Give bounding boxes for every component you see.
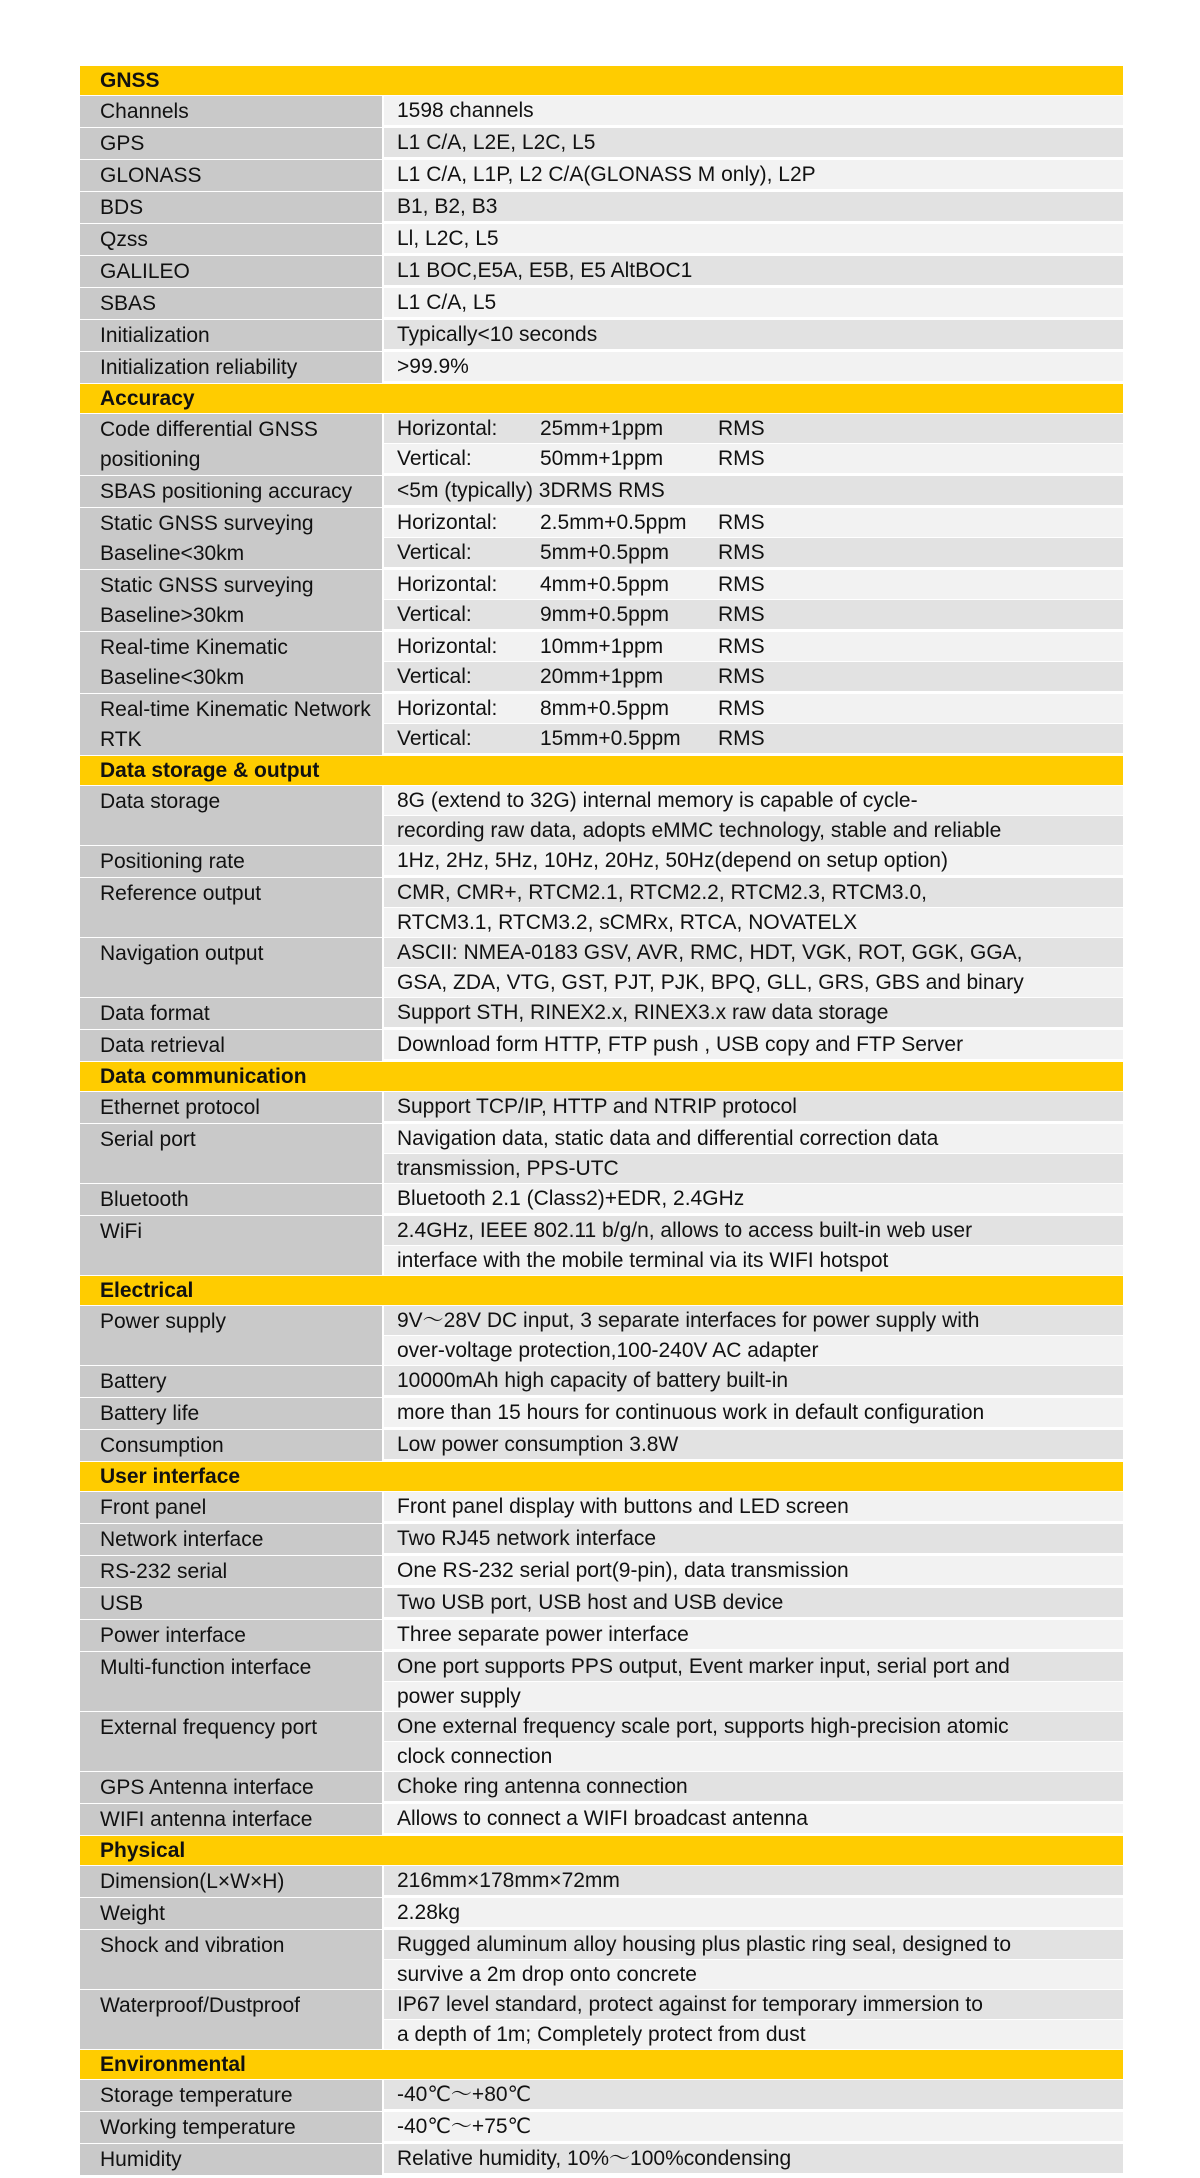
spec-value [384, 2144, 1123, 2175]
spec-row [80, 96, 1123, 127]
spec-label: Power supply [80, 1306, 382, 1365]
spec-value-line: Rugged aluminum alloy housing plus plastic ring seal, designed to [384, 1930, 1123, 1959]
section-header-data-communication: Data communication [80, 1062, 1123, 1091]
spec-row [80, 128, 1123, 159]
spec-row [80, 1804, 1123, 1835]
spec-value-part: RMS [718, 541, 765, 564]
spec-row [80, 694, 1123, 755]
spec-row [80, 192, 1123, 223]
spec-row [80, 1652, 1123, 1711]
spec-value [384, 1712, 1123, 1771]
spec-value-line: Relative humidity, 10%～100%condensing [384, 2144, 1123, 2173]
spec-label: GPS [80, 128, 382, 159]
spec-value [384, 1556, 1123, 1587]
spec-value-line: One port supports PPS output, Event marker input, serial port and [384, 1652, 1123, 1681]
spec-label: Reference output [80, 878, 382, 937]
spec-label: Static GNSS surveying Baseline<30km [80, 508, 382, 569]
spec-value-part: 5mm+0.5ppm [540, 541, 669, 564]
spec-value [384, 1866, 1123, 1897]
spec-row [80, 1216, 1123, 1275]
spec-value [384, 2112, 1123, 2143]
spec-value-line: Three separate power interface [384, 1620, 1123, 1649]
spec-value [384, 288, 1123, 319]
spec-value-line: over-voltage protection,100-240V AC adapter [384, 1336, 1123, 1365]
spec-label: Data format [80, 998, 382, 1029]
spec-row [80, 1398, 1123, 1429]
spec-row [80, 1990, 1123, 2049]
spec-label: Ethernet protocol [80, 1092, 382, 1123]
spec-value-line: recording raw data, adopts eMMC technology, stable and reliable [384, 816, 1123, 845]
spec-value-line: 1Hz, 2Hz, 5Hz, 10Hz, 20Hz, 50Hz(depend on setup option) [384, 846, 1123, 875]
spec-value-part: 10mm+1ppm [540, 635, 664, 658]
spec-value-line: Choke ring antenna connection [384, 1772, 1123, 1801]
spec-value-part: 9mm+0.5ppm [540, 603, 669, 626]
spec-value [384, 1216, 1123, 1275]
spec-row [80, 160, 1123, 191]
spec-label: Dimension(L×W×H) [80, 1866, 382, 1897]
spec-row [80, 2080, 1123, 2111]
spec-row [80, 846, 1123, 877]
spec-value [384, 1990, 1123, 2049]
spec-row [80, 288, 1123, 319]
spec-label: Data storage [80, 786, 382, 845]
spec-label: BDS [80, 192, 382, 223]
spec-label: Bluetooth [80, 1184, 382, 1215]
spec-row [80, 938, 1123, 997]
spec-value-line [384, 508, 1123, 537]
spec-row [80, 508, 1123, 569]
spec-value [384, 160, 1123, 191]
spec-value-line: 1598 channels [384, 96, 1123, 125]
spec-value-line: B1, B2, B3 [384, 192, 1123, 221]
spec-row [80, 414, 1123, 475]
spec-value-line: 2.4GHz, IEEE 802.11 b/g/n, allows to access built-in web user [384, 1216, 1123, 1245]
spec-value-part: 15mm+0.5ppm [540, 727, 681, 750]
spec-value-part: 25mm+1ppm [540, 417, 664, 440]
spec-row [80, 786, 1123, 845]
spec-value [384, 694, 1123, 755]
spec-value [384, 938, 1123, 997]
spec-row [80, 1092, 1123, 1123]
spec-value-line: One RS-232 serial port(9-pin), data transmission [384, 1556, 1123, 1585]
spec-value-part: RMS [718, 447, 765, 470]
spec-label: Battery life [80, 1398, 382, 1429]
spec-row [80, 352, 1123, 383]
spec-label: RS-232 serial [80, 1556, 382, 1587]
spec-value [384, 1804, 1123, 1835]
spec-value-line: L1 C/A, L1P, L2 C/A(GLONASS M only), L2P [384, 160, 1123, 189]
section-header-user-interface: User interface [80, 1462, 1123, 1491]
spec-value-line: IP67 level standard, protect against for temporary immersion to [384, 1990, 1123, 2019]
section-header-data-storage-output: Data storage & output [80, 756, 1123, 785]
spec-value-part: RMS [718, 665, 765, 688]
spec-row [80, 1866, 1123, 1897]
section-header-environmental: Environmental [80, 2050, 1123, 2079]
spec-value-part: 4mm+0.5ppm [540, 573, 669, 596]
spec-value [384, 1524, 1123, 1555]
spec-value-line [384, 570, 1123, 599]
spec-value-line: more than 15 hours for continuous work in default configuration [384, 1398, 1123, 1427]
spec-label: Code differential GNSS positioning [80, 414, 382, 475]
spec-label: GPS Antenna interface [80, 1772, 382, 1803]
spec-label: Real-time Kinematic Baseline<30km [80, 632, 382, 693]
spec-row [80, 224, 1123, 255]
spec-value-part: 8mm+0.5ppm [540, 697, 669, 720]
spec-label: Channels [80, 96, 382, 127]
spec-label: Qzss [80, 224, 382, 255]
spec-value-part: Horizontal: [397, 573, 498, 596]
spec-row [80, 998, 1123, 1029]
spec-value [384, 786, 1123, 845]
section-header-accuracy: Accuracy [80, 384, 1123, 413]
spec-value-line: ASCII: NMEA-0183 GSV, AVR, RMC, HDT, VGK, ROT, GGK, GGA, [384, 938, 1123, 967]
spec-value [384, 878, 1123, 937]
spec-label: Static GNSS surveying Baseline>30km [80, 570, 382, 631]
spec-label: Serial port [80, 1124, 382, 1183]
spec-value-part: Vertical: [397, 541, 472, 564]
spec-label: Real-time Kinematic Network RTK [80, 694, 382, 755]
spec-label: GLONASS [80, 160, 382, 191]
spec-label: Waterproof/Dustproof [80, 1990, 382, 2049]
spec-value-line [384, 444, 1123, 473]
spec-row [80, 2144, 1123, 2175]
spec-value-line: Support TCP/IP, HTTP and NTRIP protocol [384, 1092, 1123, 1121]
spec-label: SBAS [80, 288, 382, 319]
spec-label: Data retrieval [80, 1030, 382, 1061]
spec-row [80, 1124, 1123, 1183]
spec-row [80, 1930, 1123, 1989]
spec-value-line: L1 C/A, L5 [384, 288, 1123, 317]
spec-row [80, 878, 1123, 937]
spec-value-line: Low power consumption 3.8W [384, 1430, 1123, 1459]
spec-value [384, 846, 1123, 877]
spec-value-part: RMS [718, 697, 765, 720]
spec-label: Multi-function interface [80, 1652, 382, 1711]
spec-value [384, 2080, 1123, 2111]
spec-label: Humidity [80, 2144, 382, 2175]
spec-value [384, 570, 1123, 631]
spec-value-line: clock connection [384, 1742, 1123, 1771]
spec-value [384, 128, 1123, 159]
spec-label: Shock and vibration [80, 1930, 382, 1989]
spec-row [80, 1898, 1123, 1929]
spec-value-line: L1 C/A, L2E, L2C, L5 [384, 128, 1123, 157]
spec-value-line: L1 BOC,E5A, E5B, E5 AltBOC1 [384, 256, 1123, 285]
spec-value [384, 1430, 1123, 1461]
spec-value-part: 50mm+1ppm [540, 447, 664, 470]
spec-value-line [384, 632, 1123, 661]
spec-row [80, 1030, 1123, 1061]
spec-value [384, 224, 1123, 255]
spec-value-part: Horizontal: [397, 417, 498, 440]
spec-value-part: Horizontal: [397, 635, 498, 658]
spec-row [80, 1366, 1123, 1397]
section-header-physical: Physical [80, 1836, 1123, 1865]
spec-label: Initialization [80, 320, 382, 351]
spec-row [80, 1772, 1123, 1803]
spec-label: Power interface [80, 1620, 382, 1651]
spec-value [384, 632, 1123, 693]
spec-value [384, 1652, 1123, 1711]
spec-value-line: 8G (extend to 32G) internal memory is capable of cycle- [384, 786, 1123, 815]
spec-row [80, 1556, 1123, 1587]
section-header-gnss: GNSS [80, 66, 1123, 95]
spec-value-line: 216mm×178mm×72mm [384, 1866, 1123, 1895]
spec-label: External frequency port [80, 1712, 382, 1771]
spec-value [384, 1092, 1123, 1123]
spec-value [384, 1124, 1123, 1183]
spec-value-line: 9V～28V DC input, 3 separate interfaces for power supply with [384, 1306, 1123, 1335]
spec-value-part: Horizontal: [397, 511, 498, 534]
spec-value-line: Download form HTTP, FTP push , USB copy and FTP Server [384, 1030, 1123, 1059]
spec-value [384, 414, 1123, 475]
spec-row [80, 632, 1123, 693]
spec-value-line: survive a 2m drop onto concrete [384, 1960, 1123, 1989]
spec-value-line: RTCM3.1, RTCM3.2, sCMRx, RTCA, NOVATELX [384, 908, 1123, 937]
spec-value-line: a depth of 1m; Completely protect from dust [384, 2020, 1123, 2049]
spec-value [384, 1898, 1123, 1929]
spec-value-line: <5m (typically) 3DRMS RMS [384, 476, 1123, 505]
spec-value [384, 320, 1123, 351]
spec-row [80, 320, 1123, 351]
spec-value-part: 2.5mm+0.5ppm [540, 511, 687, 534]
spec-value [384, 1620, 1123, 1651]
spec-value-line: >99.9% [384, 352, 1123, 381]
spec-label: Positioning rate [80, 846, 382, 877]
spec-value [384, 1772, 1123, 1803]
spec-value-line: Typically<10 seconds [384, 320, 1123, 349]
spec-label: Front panel [80, 1492, 382, 1523]
spec-value-part: Vertical: [397, 447, 472, 470]
spec-label: Navigation output [80, 938, 382, 997]
spec-label: Network interface [80, 1524, 382, 1555]
spec-value-part: Vertical: [397, 665, 472, 688]
spec-row [80, 1588, 1123, 1619]
spec-row [80, 256, 1123, 287]
spec-value-part: RMS [718, 635, 765, 658]
spec-value-line: Navigation data, static data and differential correction data [384, 1124, 1123, 1153]
spec-value [384, 1588, 1123, 1619]
spec-row [80, 1306, 1123, 1365]
spec-value-part: RMS [718, 511, 765, 534]
spec-value-part: Vertical: [397, 603, 472, 626]
spec-value-line: -40℃～+80℃ [384, 2080, 1123, 2109]
spec-row [80, 1430, 1123, 1461]
spec-row [80, 1524, 1123, 1555]
spec-value [384, 96, 1123, 127]
spec-value [384, 1366, 1123, 1397]
spec-value-part: Vertical: [397, 727, 472, 750]
spec-value-line: Support STH, RINEX2.x, RINEX3.x raw data storage [384, 998, 1123, 1027]
section-header-electrical: Electrical [80, 1276, 1123, 1305]
spec-value-part: RMS [718, 727, 765, 750]
spec-label: Battery [80, 1366, 382, 1397]
spec-value-line: CMR, CMR+, RTCM2.1, RTCM2.2, RTCM2.3, RTCM3.0, [384, 878, 1123, 907]
spec-value [384, 256, 1123, 287]
spec-label: Initialization reliability [80, 352, 382, 383]
spec-value-part: RMS [718, 603, 765, 626]
spec-value-line [384, 600, 1123, 629]
spec-value [384, 192, 1123, 223]
spec-value-line: 10000mAh high capacity of battery built-in [384, 1366, 1123, 1395]
spec-value-line: Two RJ45 network interface [384, 1524, 1123, 1553]
spec-value-line: Allows to connect a WIFI broadcast antenna [384, 1804, 1123, 1833]
spec-label: GALILEO [80, 256, 382, 287]
spec-label: SBAS positioning accuracy [80, 476, 382, 507]
spec-value [384, 1492, 1123, 1523]
spec-row [80, 570, 1123, 631]
spec-row [80, 1492, 1123, 1523]
spec-row [80, 476, 1123, 507]
spec-value-part: RMS [718, 573, 765, 596]
spec-table [80, 66, 1123, 2176]
spec-value [384, 508, 1123, 569]
spec-row [80, 1620, 1123, 1651]
spec-value-line: power supply [384, 1682, 1123, 1711]
spec-value-line [384, 538, 1123, 567]
spec-label: USB [80, 1588, 382, 1619]
spec-label: WIFI antenna interface [80, 1804, 382, 1835]
spec-value-line [384, 662, 1123, 691]
spec-value-line: Bluetooth 2.1 (Class2)+EDR, 2.4GHz [384, 1184, 1123, 1213]
spec-value-line [384, 694, 1123, 723]
spec-row [80, 2112, 1123, 2143]
spec-row [80, 1184, 1123, 1215]
spec-value [384, 1030, 1123, 1061]
spec-label: Consumption [80, 1430, 382, 1461]
spec-label: Working temperature [80, 2112, 382, 2143]
spec-value-line: Two USB port, USB host and USB device [384, 1588, 1123, 1617]
spec-value-line [384, 724, 1123, 753]
spec-value-line: 2.28kg [384, 1898, 1123, 1927]
spec-label: Storage temperature [80, 2080, 382, 2111]
spec-value [384, 1398, 1123, 1429]
spec-value-line: transmission, PPS-UTC [384, 1154, 1123, 1183]
spec-label: Weight [80, 1898, 382, 1929]
spec-value [384, 1184, 1123, 1215]
spec-value-line: Front panel display with buttons and LED screen [384, 1492, 1123, 1521]
spec-value-line: GSA, ZDA, VTG, GST, PJT, PJK, BPQ, GLL, GRS, GBS and binary [384, 968, 1123, 997]
spec-value [384, 352, 1123, 383]
spec-value [384, 476, 1123, 507]
spec-value [384, 1930, 1123, 1989]
spec-value-part: 20mm+1ppm [540, 665, 664, 688]
spec-value [384, 998, 1123, 1029]
spec-value-line: -40℃～+75℃ [384, 2112, 1123, 2141]
spec-value [384, 1306, 1123, 1365]
spec-value-line: One external frequency scale port, supports high-precision atomic [384, 1712, 1123, 1741]
spec-value-part: Horizontal: [397, 697, 498, 720]
spec-value-line: interface with the mobile terminal via its WIFI hotspot [384, 1246, 1123, 1275]
spec-value-line [384, 414, 1123, 443]
spec-value-line: Ll, L2C, L5 [384, 224, 1123, 253]
spec-value-part: RMS [718, 417, 765, 440]
spec-label: WiFi [80, 1216, 382, 1275]
spec-row [80, 1712, 1123, 1771]
